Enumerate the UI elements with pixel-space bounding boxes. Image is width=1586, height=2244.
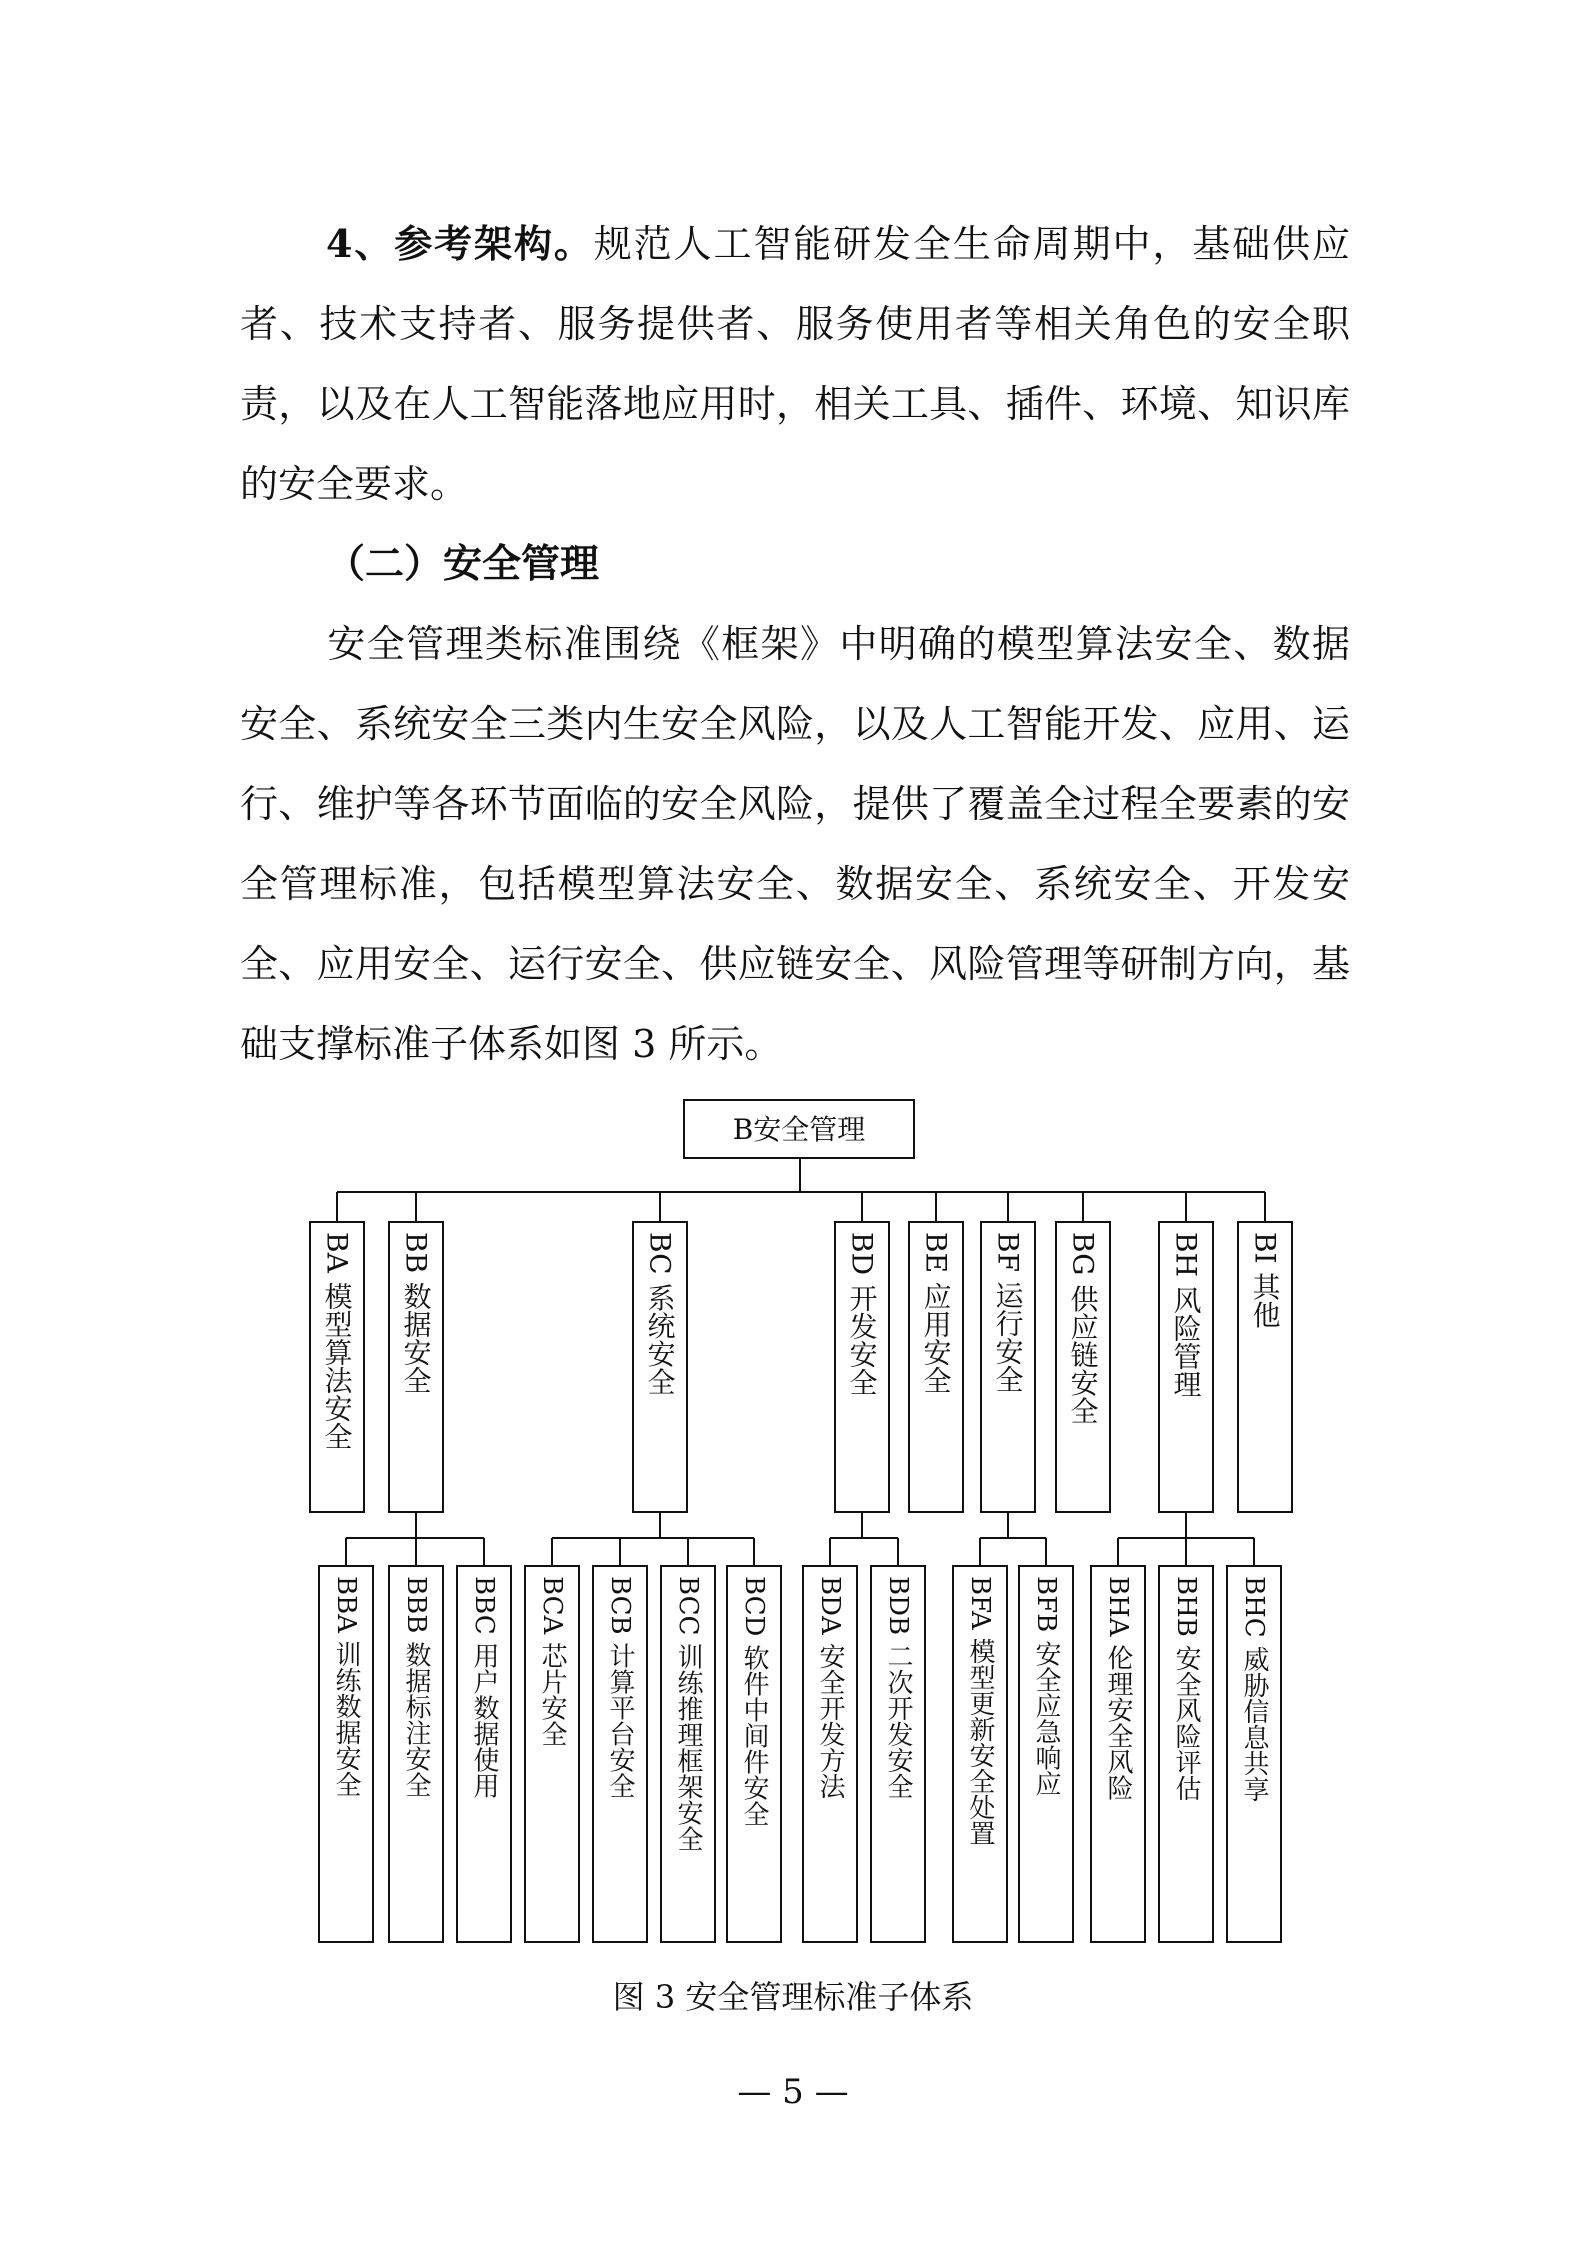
level2-label-bca: BCA 芯片安全 xyxy=(537,1576,567,1747)
section-heading: （二）安全管理 xyxy=(326,541,600,587)
section4-text: 规范人工智能研发全生命周期中，基础供应者、技术支持者、服务提供者、服务使用者等相关角色的安全职责，以及在人工智能落地应用时，相关工具、插件、环境、知识库的安全要求。 xyxy=(240,222,1350,506)
level1-label-ba: BA 模型算法安全 xyxy=(320,1232,354,1450)
level1-label-bh: BH 风险管理 xyxy=(1169,1232,1203,1398)
page-number: — 5 — xyxy=(737,2072,849,2112)
level2-label-bcc: BCC 训练推理框架安全 xyxy=(673,1576,703,1852)
level2-label-bfb: BFB 安全应急响应 xyxy=(1031,1576,1061,1797)
level2-label-bfa: BFA 模型更新安全处置 xyxy=(965,1576,995,1846)
section4-lead: 4、参考架构。 xyxy=(326,221,594,266)
level2-label-bhb: BHB 安全风险评估 xyxy=(1171,1576,1201,1802)
root-label: B安全管理 xyxy=(732,1113,866,1146)
level2-label-bcd: BCD 软件中间件安全 xyxy=(739,1576,769,1827)
level1-label-bd: BD 开发安全 xyxy=(845,1232,879,1396)
level2-label-bhc: BHC 威胁信息共享 xyxy=(1239,1576,1269,1802)
level2-label-bbb: BBB 数据标注安全 xyxy=(401,1576,431,1798)
level1-nodes xyxy=(310,1222,1292,1512)
level2-label-bcb: BCB 计算平台安全 xyxy=(605,1576,635,1799)
level1-label-bg: BG 供应链安全 xyxy=(1066,1232,1100,1425)
level2-label-bdb: BDB 二次开发安全 xyxy=(883,1576,913,1800)
level1-label-bc: BC 系统安全 xyxy=(643,1232,677,1396)
level2-label-bbc: BBC 用户数据使用 xyxy=(469,1576,499,1799)
level1-label-bf: BF 运行安全 xyxy=(991,1232,1025,1393)
figure-caption: 图 3 安全管理标准子体系 xyxy=(612,1978,974,2016)
level2-label-bha: BHA 伦理安全风险 xyxy=(1103,1576,1133,1801)
level1-label-be: BE 应用安全 xyxy=(919,1232,953,1394)
level2-nodes xyxy=(319,1566,1281,1942)
level2-label-bda: BDA 安全开发方法 xyxy=(815,1576,845,1799)
level1-label-bi: BI 其他 xyxy=(1248,1232,1282,1329)
level2-label-bba: BBA 训练数据安全 xyxy=(331,1576,361,1798)
level1-label-bb: BB 数据安全 xyxy=(399,1232,433,1395)
body-text: 安全管理类标准围绕《框架》中明确的模型算法安全、数据安全、系统安全三类内生安全风险，以及人工智能开发、应用、运行、维护等各环节面临的安全风险，提供了覆盖全过程全要素的安全管理标准，包括模型算法安全、数据安全、系统安全、开发安全、应用安全、运行安全、供应链安全、风险管理等研制方向，基础支撑标准子体系如图 3 所示。 xyxy=(240,622,1350,1066)
